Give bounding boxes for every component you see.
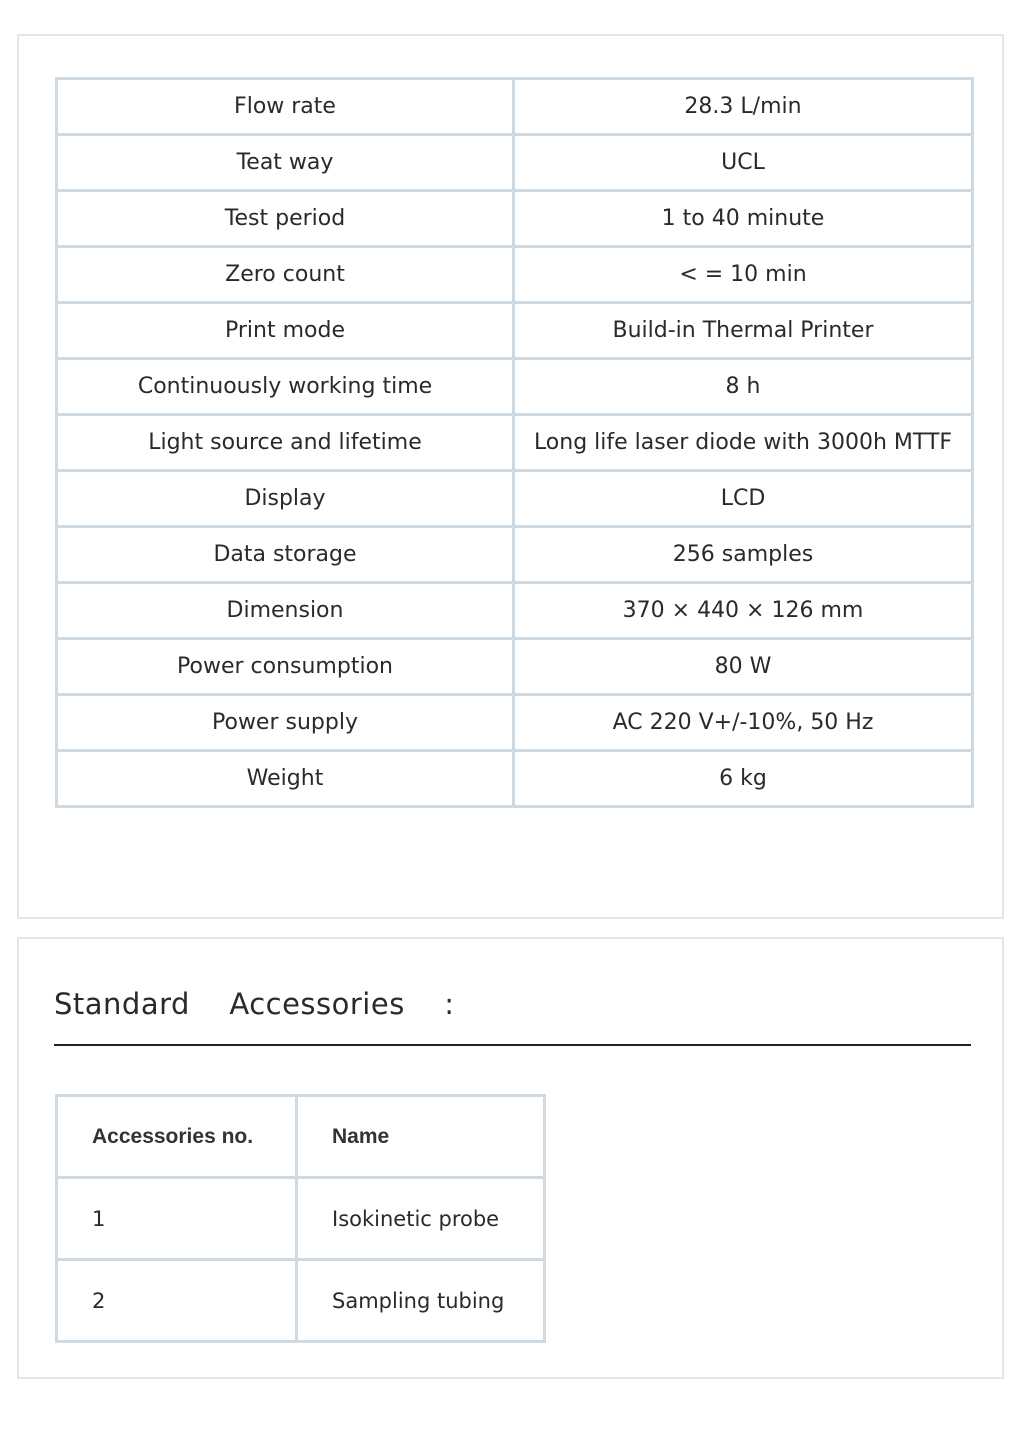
accessories-panel <box>17 937 1004 1379</box>
accessory-number: 1 <box>57 1178 297 1260</box>
spec-parameter: Print mode <box>57 303 514 359</box>
accessory-number: 2 <box>57 1260 297 1342</box>
spec-value: 6 kg <box>514 751 973 807</box>
table-row <box>57 247 973 303</box>
spec-parameter: Data storage <box>57 527 514 583</box>
accessory-name: Isokinetic probe <box>297 1178 545 1260</box>
spec-value: 8 h <box>514 359 973 415</box>
table-row <box>57 1178 545 1260</box>
table-row <box>57 191 973 247</box>
spec-value: UCL <box>514 135 973 191</box>
accessories-table <box>55 1094 546 1343</box>
table-row <box>57 415 973 471</box>
spec-value: 256 samples <box>514 527 973 583</box>
spec-parameter: Zero count <box>57 247 514 303</box>
spec-parameter: Light source and lifetime <box>57 415 514 471</box>
spec-parameter: Dimension <box>57 583 514 639</box>
spec-parameter: Weight <box>57 751 514 807</box>
spec-parameter: Power consumption <box>57 639 514 695</box>
spec-parameter: Continuously working time <box>57 359 514 415</box>
spec-parameter: Power supply <box>57 695 514 751</box>
spec-value: 80 W <box>514 639 973 695</box>
column-header-name: Name <box>297 1096 545 1178</box>
table-row <box>57 359 973 415</box>
heading-divider <box>54 1044 971 1046</box>
spec-parameter: Flow rate <box>57 79 514 135</box>
table-row <box>57 135 973 191</box>
specifications-table <box>55 77 974 808</box>
table-row <box>57 1260 545 1342</box>
table-row <box>57 695 973 751</box>
table-row <box>57 471 973 527</box>
spec-value: 1 to 40 minute <box>514 191 973 247</box>
spec-value: < = 10 min <box>514 247 973 303</box>
spec-parameter: Display <box>57 471 514 527</box>
table-header-row <box>57 1096 545 1178</box>
spec-value: LCD <box>514 471 973 527</box>
spec-value: Long life laser diode with 3000h MTTF <box>514 415 973 471</box>
spec-parameter: Teat way <box>57 135 514 191</box>
specifications-panel <box>17 34 1004 919</box>
spec-value: AC 220 V+/-10%, 50 Hz <box>514 695 973 751</box>
spec-parameter: Test period <box>57 191 514 247</box>
table-row <box>57 639 973 695</box>
accessories-heading: Standard Accessories : <box>54 987 455 1021</box>
table-row <box>57 751 973 807</box>
spec-value: Build-in Thermal Printer <box>514 303 973 359</box>
column-header-number: Accessories no. <box>57 1096 297 1178</box>
accessory-name: Sampling tubing <box>297 1260 545 1342</box>
table-row <box>57 527 973 583</box>
table-row <box>57 303 973 359</box>
spec-value: 370 × 440 × 126 mm <box>514 583 973 639</box>
table-row <box>57 583 973 639</box>
spec-value: 28.3 L/min <box>514 79 973 135</box>
table-row <box>57 79 973 135</box>
